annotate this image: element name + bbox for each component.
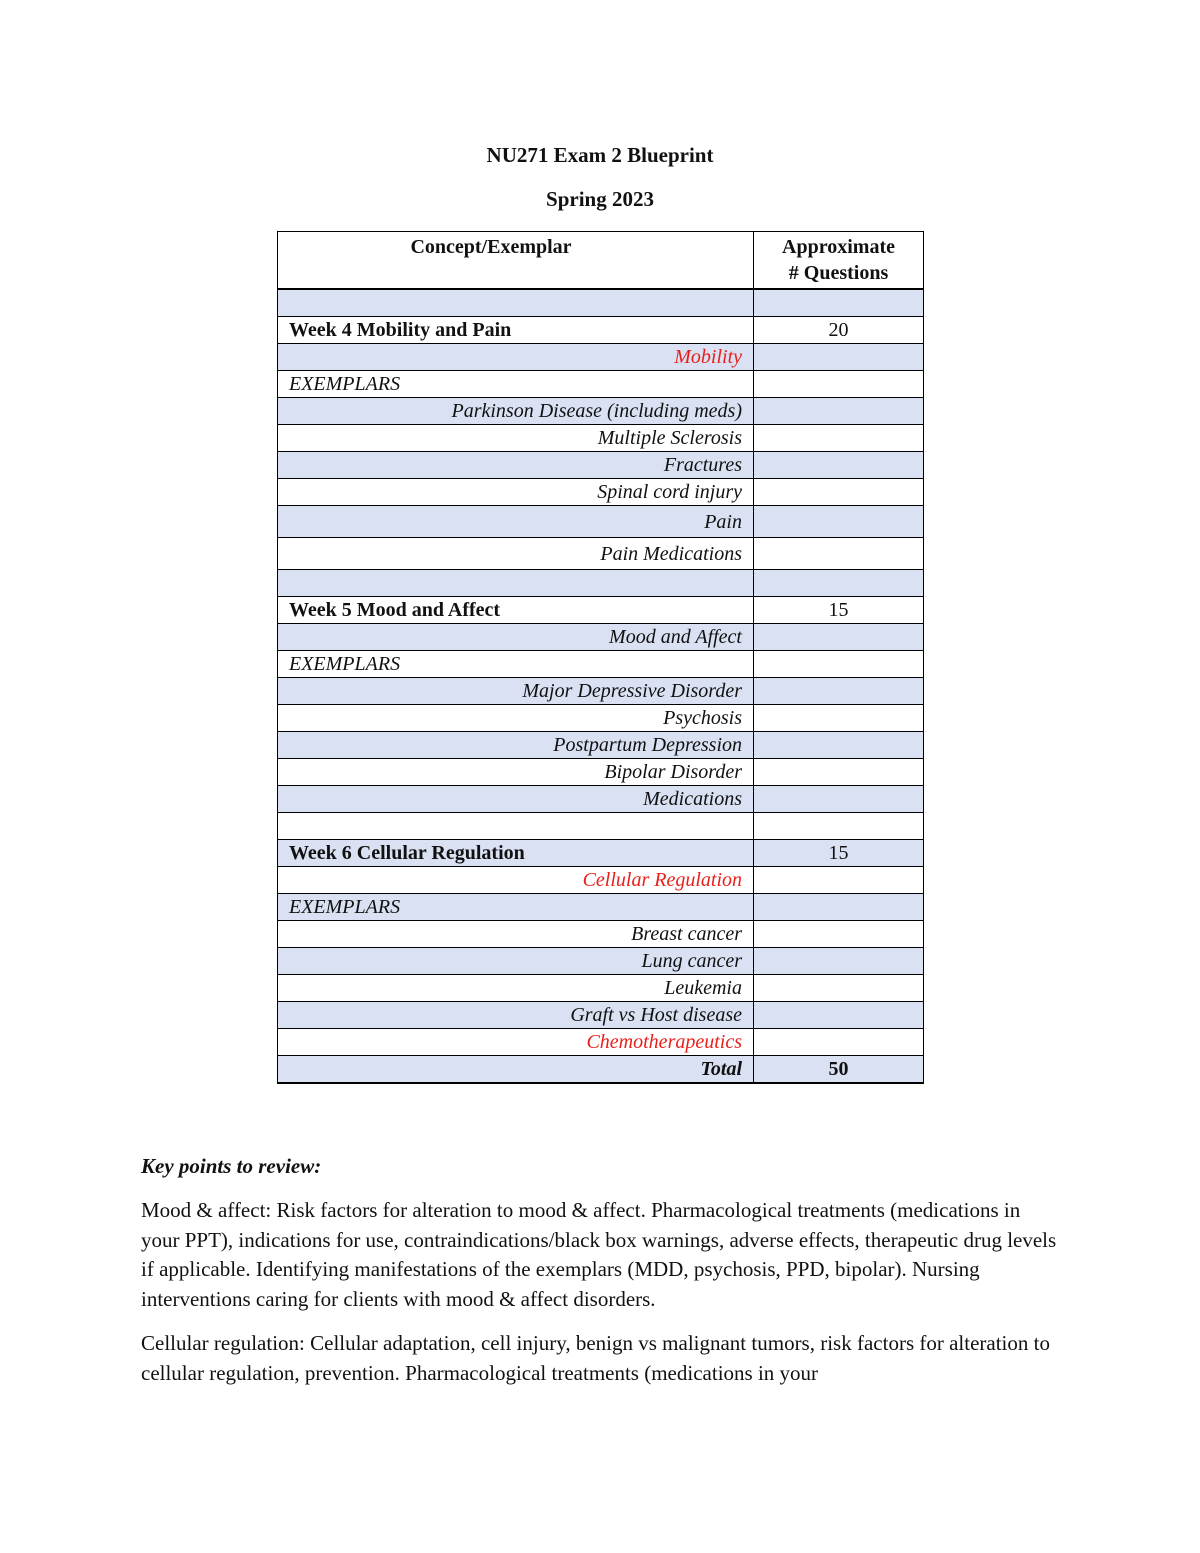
week5-concept: Mood and Affect xyxy=(278,624,754,651)
exemplars-label-row xyxy=(278,894,924,921)
week5-exemplars-label: EXEMPLARS xyxy=(278,651,754,678)
total-label: Total xyxy=(278,1056,754,1084)
table-row xyxy=(278,921,924,948)
table-row xyxy=(278,678,924,705)
concept-row xyxy=(278,624,924,651)
concept-row xyxy=(278,867,924,894)
exemplar-item: Spinal cord injury xyxy=(278,479,754,506)
spacer-row xyxy=(278,289,924,317)
table-row xyxy=(278,506,924,538)
table-row xyxy=(278,479,924,506)
week6-exemplars-label: EXEMPLARS xyxy=(278,894,754,921)
week6-title: Week 6 Cellular Regulation xyxy=(278,840,754,867)
spacer-row xyxy=(278,813,924,840)
table-header-row xyxy=(278,232,924,290)
exam-blueprint-table xyxy=(277,231,924,1084)
week4-exemplars-label: EXEMPLARS xyxy=(278,371,754,398)
header-concept-exemplar: Concept/Exemplar xyxy=(278,232,754,290)
exemplar-item: Fractures xyxy=(278,452,754,479)
spacer-row xyxy=(278,570,924,597)
exemplar-item: Bipolar Disorder xyxy=(278,759,754,786)
week-row-6 xyxy=(278,840,924,867)
table-row xyxy=(278,538,924,570)
week4-concept: Mobility xyxy=(278,344,754,371)
exemplar-item: Medications xyxy=(278,786,754,813)
week4-title: Week 4 Mobility and Pain xyxy=(278,317,754,344)
week-row-5 xyxy=(278,597,924,624)
table-row xyxy=(278,398,924,425)
week6-concept: Cellular Regulation xyxy=(278,867,754,894)
week-row-4 xyxy=(278,317,924,344)
header-approximate-questions xyxy=(754,232,924,290)
week6-questions: 15 xyxy=(754,840,924,867)
exemplars-label-row xyxy=(278,651,924,678)
exemplar-item: Postpartum Depression xyxy=(278,732,754,759)
exemplars-label-row xyxy=(278,371,924,398)
key-points-heading: Key points to review: xyxy=(141,1154,322,1178)
table-row xyxy=(278,975,924,1002)
exemplar-item: Leukemia xyxy=(278,975,754,1002)
exemplar-item: Parkinson Disease (including meds) xyxy=(278,398,754,425)
week4-questions: 20 xyxy=(754,317,924,344)
table-row xyxy=(278,1002,924,1029)
week5-questions: 15 xyxy=(754,597,924,624)
exemplar-item: Graft vs Host disease xyxy=(278,1002,754,1029)
week5-title: Week 5 Mood and Affect xyxy=(278,597,754,624)
exemplar-item: Pain xyxy=(278,506,754,538)
document-subtitle: Spring 2023 xyxy=(546,187,654,211)
table-row xyxy=(278,1029,924,1056)
header-questions-line2: # Questions xyxy=(788,262,889,284)
exemplar-item: Multiple Sclerosis xyxy=(278,425,754,452)
total-row xyxy=(278,1056,924,1084)
table-row xyxy=(278,786,924,813)
exemplar-item: Breast cancer xyxy=(278,921,754,948)
exemplar-item: Lung cancer xyxy=(278,948,754,975)
cellular-regulation-paragraph: Cellular regulation: Cellular adaptation, cell injury, benign vs malignant tumors, risk factors for alteration to cellular regulation, prevention. Pharmacological treatments (medications in your xyxy=(141,1331,1050,1385)
concept-row xyxy=(278,344,924,371)
total-value: 50 xyxy=(754,1056,924,1084)
mood-affect-paragraph: Mood & affect: Risk factors for alteration to mood & affect. Pharmacological treatments (medications in your PPT), indications for use, contraindications/black box warnings, adverse effects, therapeutic drug levels if applicable. Identifying manifestations of the exemplars (MDD, psychosis, PPD, bipolar). Nursing interventions caring for clients with mood & affect disorders. xyxy=(141,1198,1057,1311)
table-row xyxy=(278,732,924,759)
table-row xyxy=(278,452,924,479)
table-row xyxy=(278,425,924,452)
table-row xyxy=(278,948,924,975)
header-questions-line1: Approximate xyxy=(782,236,895,258)
table-row xyxy=(278,705,924,732)
exemplar-item: Chemotherapeutics xyxy=(278,1029,754,1056)
document-title: NU271 Exam 2 Blueprint xyxy=(486,143,714,167)
exemplar-item: Pain Medications xyxy=(278,538,754,570)
table-row xyxy=(278,759,924,786)
exemplar-item: Psychosis xyxy=(278,705,754,732)
exemplar-item: Major Depressive Disorder xyxy=(278,678,754,705)
